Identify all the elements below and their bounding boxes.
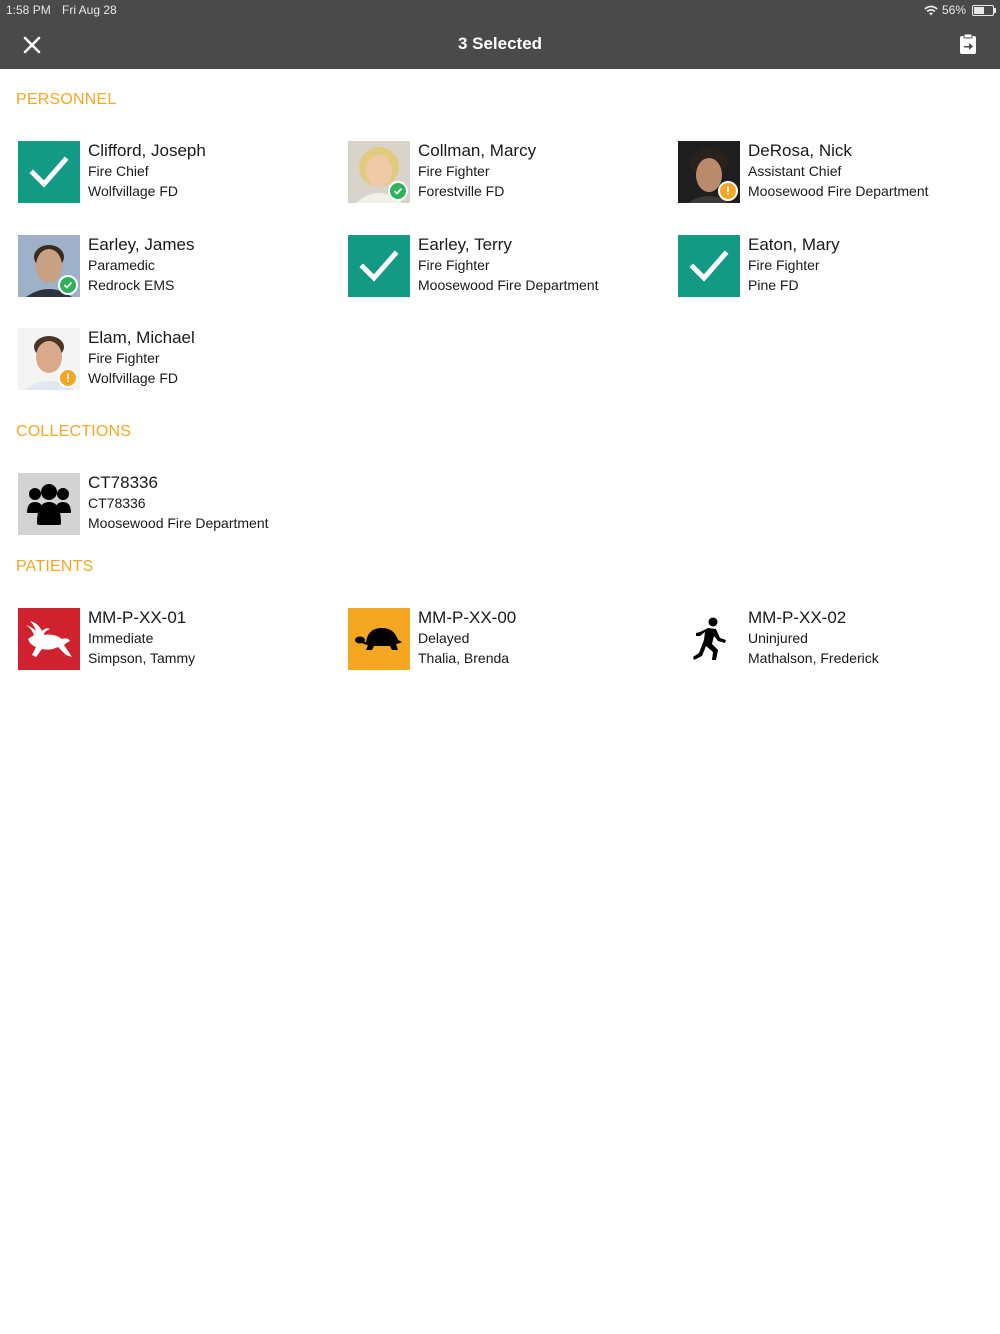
personnel-name: Earley, James <box>88 235 195 254</box>
section-title-collections: COLLECTIONS <box>16 423 132 440</box>
status-warning-badge: ! <box>718 181 738 201</box>
selected-tile <box>678 235 740 297</box>
personnel-role: Fire Fighter <box>418 163 490 179</box>
personnel-item[interactable] <box>18 141 338 205</box>
patient-id: MM-P-XX-00 <box>418 608 517 627</box>
section-title-patients: PATIENTS <box>16 558 94 575</box>
running-person-icon <box>686 616 732 662</box>
personnel-item[interactable] <box>348 235 668 299</box>
patient-id: MM-P-XX-02 <box>748 608 847 627</box>
personnel-role: Assistant Chief <box>748 163 842 179</box>
patient-status: Delayed <box>418 630 470 646</box>
patient-status: Uninjured <box>748 630 808 646</box>
share-button[interactable] <box>956 32 980 56</box>
personnel-role: Fire Fighter <box>418 257 490 273</box>
collection-org: Moosewood Fire Department <box>88 515 269 531</box>
personnel-role: Fire Fighter <box>88 350 160 366</box>
status-time: 1:58 PM <box>6 3 51 17</box>
personnel-name: Collman, Marcy <box>418 141 537 160</box>
personnel-name: DeRosa, Nick <box>748 141 852 160</box>
status-ok-badge <box>388 181 408 201</box>
page-title: 3 Selected <box>457 34 543 53</box>
checkmark-icon <box>26 149 72 195</box>
turtle-icon <box>354 624 404 654</box>
personnel-org: Redrock EMS <box>88 277 175 293</box>
personnel-role: Paramedic <box>88 257 155 273</box>
patient-person: Mathalson, Frederick <box>748 650 879 666</box>
personnel-item[interactable] <box>348 141 668 205</box>
personnel-org: Forestville FD <box>418 183 505 199</box>
status-bar <box>0 0 1000 20</box>
group-icon <box>26 483 72 525</box>
personnel-org: Moosewood Fire Department <box>748 183 929 199</box>
collection-name: CT78336 <box>88 473 158 492</box>
patient-item[interactable] <box>348 608 668 672</box>
personnel-role: Fire Chief <box>88 163 149 179</box>
checkmark-icon <box>356 243 402 289</box>
battery-icon <box>972 5 994 16</box>
rabbit-icon <box>24 617 74 661</box>
battery-percent: 56% <box>941 3 966 17</box>
triage-uninjured-tile <box>678 608 740 670</box>
nav-bar <box>0 20 1000 69</box>
clipboard-share-icon <box>956 32 980 56</box>
personnel-item[interactable] <box>18 328 338 392</box>
patient-item[interactable] <box>678 608 998 672</box>
check-small-icon <box>63 280 73 290</box>
status-ok-badge <box>58 275 78 295</box>
triage-immediate-tile <box>18 608 80 670</box>
personnel-name: Clifford, Joseph <box>88 141 206 160</box>
personnel-org: Moosewood Fire Department <box>418 277 599 293</box>
personnel-name: Earley, Terry <box>418 235 512 254</box>
personnel-org: Pine FD <box>748 277 799 293</box>
patient-person: Simpson, Tammy <box>88 650 196 666</box>
status-date: Fri Aug 28 <box>62 3 117 17</box>
collection-item[interactable] <box>18 473 338 537</box>
checkmark-icon <box>686 243 732 289</box>
personnel-org: Wolfvillage FD <box>88 370 178 386</box>
status-right <box>924 3 994 17</box>
selected-tile <box>18 141 80 203</box>
section-title-personnel: PERSONNEL <box>16 91 117 108</box>
patient-item[interactable] <box>18 608 338 672</box>
triage-delayed-tile <box>348 608 410 670</box>
personnel-item[interactable] <box>678 235 998 299</box>
patient-id: MM-P-XX-01 <box>88 608 187 627</box>
collection-code: CT78336 <box>88 495 146 511</box>
selected-tile <box>348 235 410 297</box>
personnel-org: Wolfvillage FD <box>88 183 178 199</box>
status-warning-badge: ! <box>58 368 78 388</box>
patient-status: Immediate <box>88 630 154 646</box>
check-small-icon <box>393 186 403 196</box>
wifi-icon <box>924 5 938 16</box>
patient-person: Thalia, Brenda <box>418 650 510 666</box>
collection-tile <box>18 473 80 535</box>
personnel-role: Fire Fighter <box>748 257 820 273</box>
personnel-name: Eaton, Mary <box>748 235 840 254</box>
personnel-name: Elam, Michael <box>88 328 195 347</box>
personnel-item[interactable] <box>678 141 998 205</box>
personnel-item[interactable] <box>18 235 338 299</box>
